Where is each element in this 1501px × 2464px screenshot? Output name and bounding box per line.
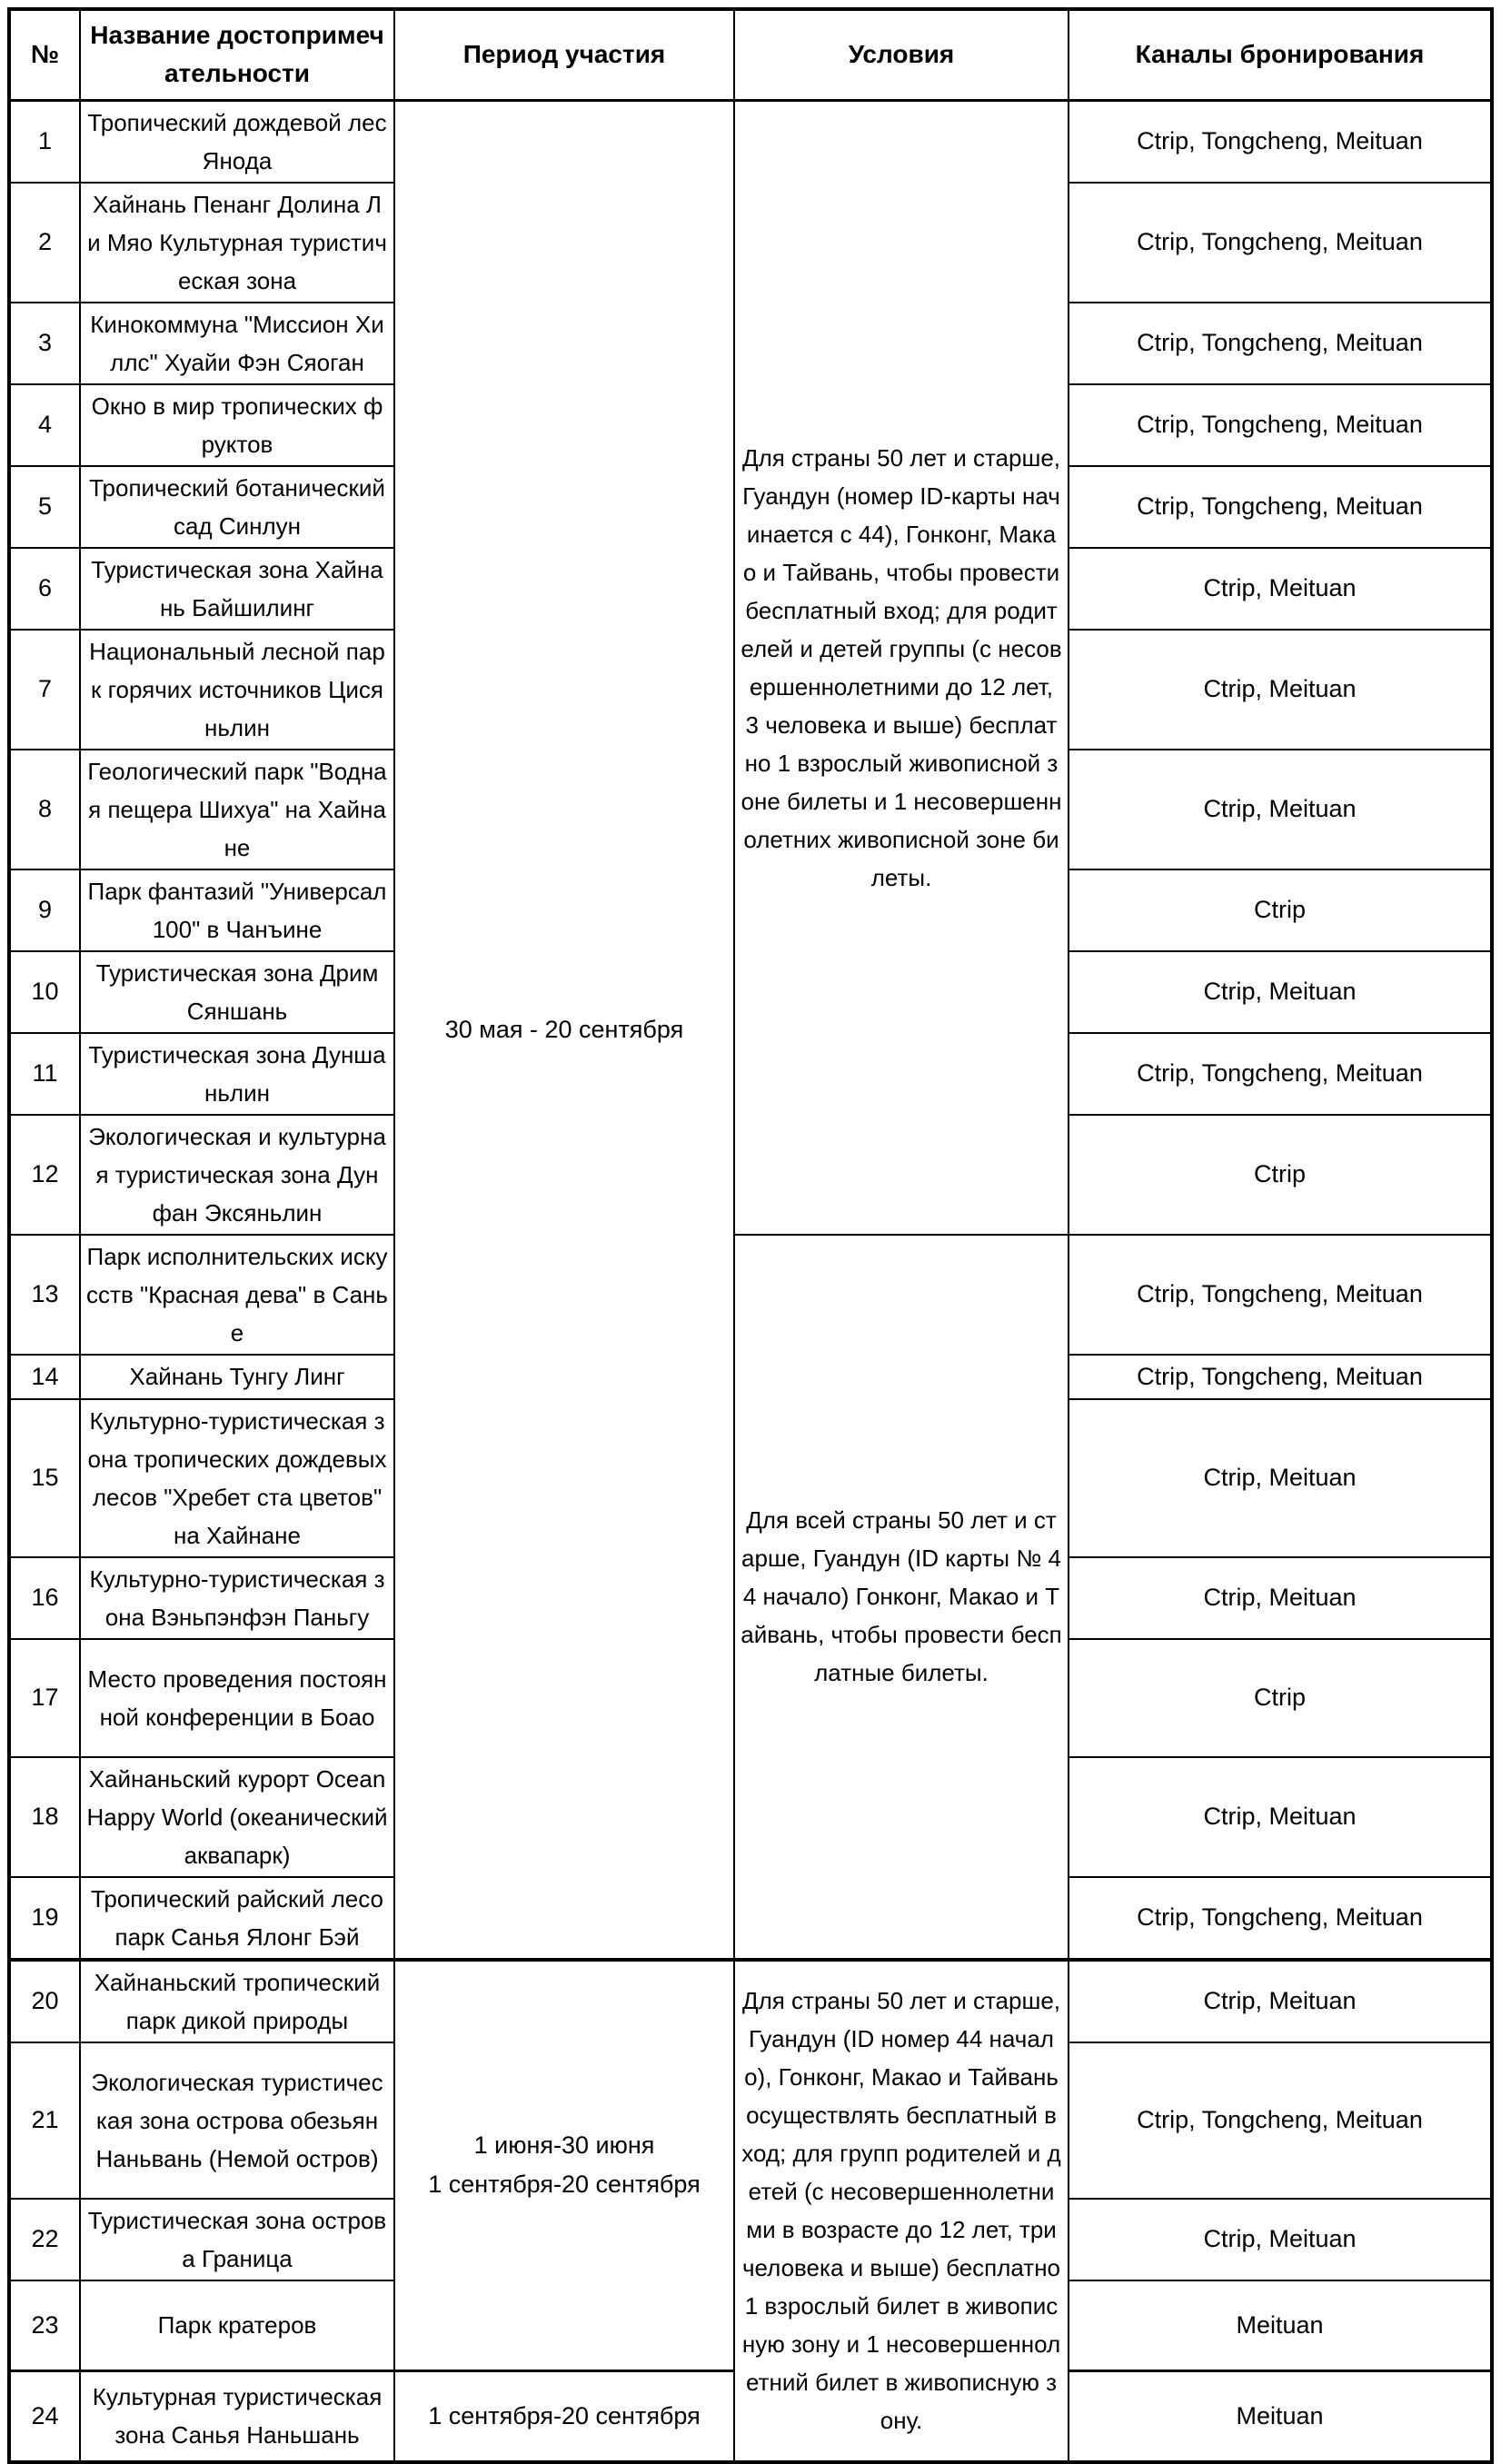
booking-channels: Ctrip, Meituan: [1069, 1960, 1492, 2042]
row-number: 3: [9, 303, 80, 384]
booking-channels: Ctrip, Meituan: [1069, 1399, 1492, 1557]
row-number: 21: [9, 2042, 80, 2199]
attraction-name: Тропический ботанический сад Синлун: [80, 466, 394, 548]
conditions-text-group2: Для всей страны 50 лет и старше, Гуандун (ID карты № 44 начало) Гонконг, Макао и Тайвань, чтобы провести бесплатные билеты.: [734, 1235, 1069, 1960]
row-number: 23: [9, 2280, 80, 2371]
attraction-name: Парк кратеров: [80, 2280, 394, 2371]
table-row: [9, 1960, 1492, 2042]
booking-channels: Ctrip: [1069, 869, 1492, 951]
attraction-name: Туристическая зона Хайнань Байшилинг: [80, 548, 394, 630]
row-number: 5: [9, 466, 80, 548]
table-row: [9, 1235, 1492, 1355]
booking-channels: Ctrip, Meituan: [1069, 2199, 1492, 2280]
attraction-name: Хайнаньский тропический парк дикой природы: [80, 1960, 394, 2042]
booking-channels: Ctrip, Tongcheng, Meituan: [1069, 466, 1492, 548]
row-number: 19: [9, 1877, 80, 1960]
attraction-name: Тропический дождевой лес Янода: [80, 100, 394, 183]
row-number: 15: [9, 1399, 80, 1557]
attraction-name: Культурно-туристическая зона тропических дождевых лесов "Хребет ста цветов" на Хайнане: [80, 1399, 394, 1557]
row-number: 20: [9, 1960, 80, 2042]
row-number: 12: [9, 1115, 80, 1235]
attraction-name: Экологическая туристическая зона острова обезьян Наньвань (Немой остров): [80, 2042, 394, 2199]
header-row: [9, 9, 1492, 100]
booking-channels: Ctrip, Tongcheng, Meituan: [1069, 183, 1492, 303]
booking-channels: Ctrip, Meituan: [1069, 750, 1492, 869]
attraction-name: Хайнань Тунгу Линг: [80, 1355, 394, 1399]
booking-channels: Ctrip, Meituan: [1069, 548, 1492, 630]
table-row: [9, 100, 1492, 183]
conditions-text-group3: Для страны 50 лет и старше, Гуандун (ID номер 44 начало), Гонконг, Макао и Тайвань осуществлять бесплатный вход; для групп родителей и детей (с несовершеннолетними в возрасте до 12 лет, три человека и выше) бесплатно 1 взрослый билет в живописную зону и 1 несовершеннолетний билет в живописную зону.: [734, 1960, 1069, 2462]
booking-channels: Ctrip, Tongcheng, Meituan: [1069, 384, 1492, 466]
attraction-name: Хайнаньский курорт Ocean Happy World (океанический аквапарк): [80, 1757, 394, 1877]
attraction-name: Туристическая зона Дрим Сяншань: [80, 951, 394, 1033]
row-number: 18: [9, 1757, 80, 1877]
col-header-channels: Каналы бронирования: [1069, 9, 1492, 100]
row-number: 4: [9, 384, 80, 466]
row-number: 6: [9, 548, 80, 630]
attraction-name: Тропический райский лесопарк Санья Ялонг Бэй: [80, 1877, 394, 1960]
row-number: 17: [9, 1639, 80, 1757]
participation-period-row24: 1 сентября-20 сентября: [394, 2371, 734, 2462]
attractions-table: [7, 7, 1494, 2464]
participation-period-group1: 30 мая - 20 сентября: [394, 100, 734, 1960]
booking-channels: Ctrip, Tongcheng, Meituan: [1069, 2042, 1492, 2199]
booking-channels: Ctrip, Tongcheng, Meituan: [1069, 303, 1492, 384]
attraction-name: Культурная туристическая зона Санья Наньшань: [80, 2371, 394, 2462]
booking-channels: Ctrip: [1069, 1639, 1492, 1757]
booking-channels: Ctrip, Tongcheng, Meituan: [1069, 1235, 1492, 1355]
booking-channels: Ctrip, Tongcheng, Meituan: [1069, 1877, 1492, 1960]
booking-channels: Meituan: [1069, 2280, 1492, 2371]
col-header-number: №: [9, 9, 80, 100]
attraction-name: Культурно-туристическая зона Вэньпэнфэн Паньгу: [80, 1557, 394, 1639]
attraction-name: Хайнань Пенанг Долина Ли Мяо Культурная туристическая зона: [80, 183, 394, 303]
row-number: 13: [9, 1235, 80, 1355]
booking-channels: Ctrip, Meituan: [1069, 951, 1492, 1033]
booking-channels: Meituan: [1069, 2371, 1492, 2462]
period-line-2: 1 сентября-20 сентября: [428, 2171, 701, 2199]
attraction-name: Туристическая зона Дуншаньлин: [80, 1033, 394, 1115]
row-number: 22: [9, 2199, 80, 2280]
participation-period-group2: [394, 1960, 734, 2371]
attraction-name: Кинокоммуна "Миссион Хиллс" Хуайи Фэн Сяоган: [80, 303, 394, 384]
row-number: 24: [9, 2371, 80, 2462]
row-number: 10: [9, 951, 80, 1033]
row-number: 7: [9, 630, 80, 750]
row-number: 16: [9, 1557, 80, 1639]
attraction-name: Экологическая и культурная туристическая зона Дунфан Эксяньлин: [80, 1115, 394, 1235]
booking-channels: Ctrip, Tongcheng, Meituan: [1069, 100, 1492, 183]
row-number: 11: [9, 1033, 80, 1115]
col-header-attraction-name: Название достопримечательности: [80, 9, 394, 100]
col-header-conditions: Условия: [734, 9, 1069, 100]
attraction-name: Национальный лесной парк горячих источников Цисяньлин: [80, 630, 394, 750]
row-number: 14: [9, 1355, 80, 1399]
col-header-period: Период участия: [394, 9, 734, 100]
booking-channels: Ctrip, Meituan: [1069, 1757, 1492, 1877]
booking-channels: Ctrip, Meituan: [1069, 630, 1492, 750]
booking-channels: Ctrip, Meituan: [1069, 1557, 1492, 1639]
attraction-name: Парк фантазий "Универсал 100" в Чанъине: [80, 869, 394, 951]
booking-channels: Ctrip: [1069, 1115, 1492, 1235]
attraction-name: Туристическая зона острова Граница: [80, 2199, 394, 2280]
attraction-name: Место проведения постоянной конференции в Боао: [80, 1639, 394, 1757]
attraction-name: Окно в мир тропических фруктов: [80, 384, 394, 466]
booking-channels: Ctrip, Tongcheng, Meituan: [1069, 1355, 1492, 1399]
attraction-name: Геологический парк "Водная пещера Шихуа" на Хайнане: [80, 750, 394, 869]
conditions-text-group1: Для страны 50 лет и старше, Гуандун (номер ID-карты начинается с 44), Гонконг, Макао и Тайвань, чтобы провести бесплатный вход; для родителей и детей группы (с несовершеннолетними до 12 лет, 3 человека и выше) бесплатно 1 взрослый живописной зоне билеты и 1 несовершеннолетних живописной зоне билеты.: [734, 100, 1069, 1235]
period-line-1: 1 июня-30 июня: [473, 2131, 655, 2160]
row-number: 8: [9, 750, 80, 869]
booking-channels: Ctrip, Tongcheng, Meituan: [1069, 1033, 1492, 1115]
row-number: 9: [9, 869, 80, 951]
row-number: 2: [9, 183, 80, 303]
attraction-name: Парк исполнительских искусств "Красная дева" в Санье: [80, 1235, 394, 1355]
row-number: 1: [9, 100, 80, 183]
